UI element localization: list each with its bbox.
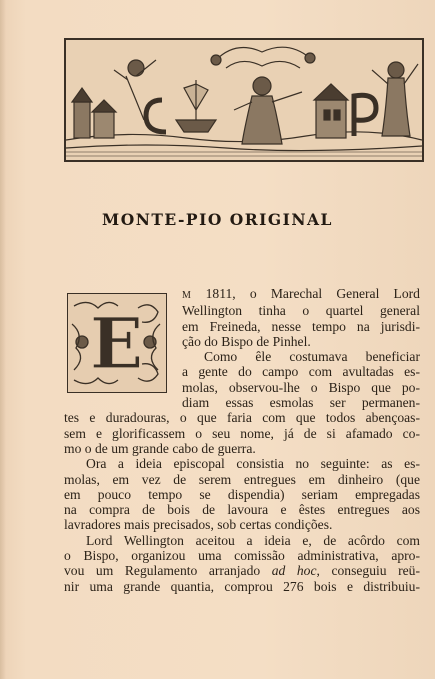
text-line: sem e glorificassem o seu nome, já de si afamado co- <box>64 425 420 441</box>
text-line: mo o de um grande cabo de guerra. <box>64 440 256 456</box>
text-line: ção do Bispo de Pinhel. <box>182 333 311 349</box>
text-line: a gente do campo com avultadas es- <box>182 364 420 380</box>
drop-cap-letter: E <box>89 302 144 385</box>
indented-paragraph-block <box>182 286 420 410</box>
text-line: tes e duradouras, o que faria com que todos abençoas- <box>64 410 420 426</box>
page-fold-shadow <box>0 0 6 679</box>
text-line: vou um Regulamento arranjado ad hoc, conseguiu reü- <box>64 563 420 579</box>
body-text <box>64 286 420 594</box>
text-line: M 1811, o Marechal General Lord <box>182 286 420 301</box>
italic-phrase: ad hoc <box>271 563 317 579</box>
text-line: Como êle costumava beneficiar <box>204 349 420 365</box>
text-line: na compra de bois de lavoura e êstes entregues aos <box>64 502 420 518</box>
dropcap-continuation: M <box>182 290 192 301</box>
page-title: MONTE-PIO ORIGINAL <box>102 210 333 229</box>
text-line: o Bispo, organizou uma comissão administrativa, apro- <box>64 548 420 564</box>
woodcut-header-illustration <box>64 38 424 162</box>
text-line: em pouco tempo se dispendia) seriam empregadas <box>64 486 420 502</box>
text-line: molas, em vez de serem entregues em dinheiro (que <box>64 471 420 487</box>
text-line: Wellington tinha o quartel general <box>182 303 420 319</box>
text-line: Ora a ideia episcopal consistia no seguinte: as es- <box>86 456 420 472</box>
text-line: molas, observou-lhe o Bispo que po- <box>182 379 420 395</box>
text-line: diam essas esmolas ser permanen- <box>182 395 420 411</box>
text-line: em Freineda, nesse tempo na jurisdi- <box>182 318 420 334</box>
text-line: Lord Wellington aceitou a ideia e, de acôrdo com <box>86 532 420 548</box>
text-line: nir uma grande quantia, comprou 276 bois e distribuiu- <box>64 578 420 594</box>
text-line: lavradores mais precisados, sob certas condições. <box>64 517 333 533</box>
